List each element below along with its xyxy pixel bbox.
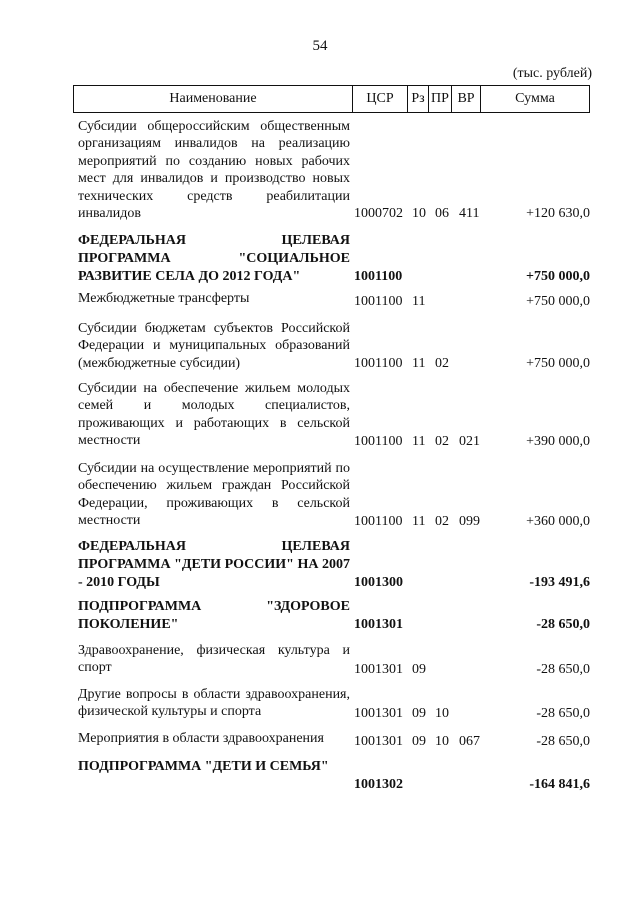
- row-vr: 067: [459, 733, 480, 749]
- row-codes: [354, 513, 489, 530]
- table-row: [0, 118, 640, 222]
- header-csr: ЦСР: [353, 86, 408, 112]
- row-vr: 099: [459, 513, 480, 529]
- row-sum: +750 000,0: [526, 355, 590, 371]
- row-rz: 09: [412, 705, 426, 721]
- table-row: [0, 380, 640, 450]
- row-pr: 02: [435, 355, 449, 371]
- row-name: Субсидии на осуществление мероприятий по обеспечению жильем граждан Российской Федерации, проживающих в сельской местности: [78, 461, 350, 529]
- row-csr: 1001100: [354, 355, 403, 371]
- header-rz: Рз: [408, 86, 429, 112]
- row-codes: [354, 661, 435, 678]
- row-vr: 021: [459, 433, 480, 449]
- row-sum: -28 650,0: [536, 705, 590, 721]
- header-name: Наименование: [74, 86, 353, 112]
- table-row: [0, 730, 640, 750]
- row-codes: [354, 205, 489, 222]
- row-name: Субсидии на обеспечение жильем молодых семей и молодых специалистов, проживающих и работающих в сельской местности: [78, 381, 350, 449]
- row-pr: 10: [435, 705, 449, 721]
- row-name: Здравоохранение, физическая культура и спорт: [78, 643, 350, 676]
- row-name: ПОДПРОГРАММА "ДЕТИ И СЕМЬЯ": [78, 759, 329, 774]
- row-csr: 1001301: [354, 661, 403, 677]
- row-csr: 1001302: [354, 777, 403, 792]
- row-rz: 09: [412, 733, 426, 749]
- row-sum: -28 650,0: [536, 661, 590, 677]
- units-label: (тыс. рублей): [512, 66, 592, 81]
- row-name: Другие вопросы в области здравоохранения, физической культуры и спорта: [78, 687, 350, 720]
- table-row: [0, 232, 640, 286]
- row-name: ПОДПРОГРАММА "ЗДОРОВОЕ ПОКОЛЕНИЕ": [78, 599, 350, 632]
- row-codes: [354, 355, 459, 372]
- row-sum: +390 000,0: [526, 433, 590, 449]
- row-rz: 11: [412, 433, 426, 449]
- row-rz: 11: [412, 355, 426, 371]
- table-row: [0, 538, 640, 592]
- row-sum: +120 630,0: [526, 205, 590, 221]
- row-codes: [354, 705, 459, 722]
- row-codes: [354, 268, 412, 286]
- row-codes: [354, 776, 412, 794]
- row-codes: [354, 616, 412, 634]
- row-pr: 02: [435, 433, 449, 449]
- header-vr: ВР: [452, 86, 481, 112]
- table-row: [0, 758, 640, 794]
- row-codes: [354, 433, 489, 450]
- header-sum: Сумма: [515, 91, 555, 106]
- row-csr: 1001301: [354, 733, 403, 749]
- row-codes: [354, 733, 489, 750]
- row-csr: 1001100: [354, 269, 403, 284]
- row-sum: -193 491,6: [529, 575, 590, 590]
- row-pr: 06: [435, 205, 449, 221]
- row-csr: 1001300: [354, 575, 403, 590]
- row-vr: 411: [459, 205, 480, 221]
- row-sum: -28 650,0: [536, 733, 590, 749]
- row-sum: +750 000,0: [526, 269, 590, 284]
- page-number: 54: [312, 38, 328, 54]
- table-row: [0, 642, 640, 678]
- row-rz: 11: [412, 513, 426, 529]
- row-pr: 02: [435, 513, 449, 529]
- header-pr: ПР: [429, 86, 452, 112]
- row-codes: [354, 574, 412, 592]
- row-rz: 09: [412, 661, 426, 677]
- table-row: [0, 460, 640, 530]
- row-name: Межбюджетные трансферты: [78, 291, 250, 306]
- row-rz: 10: [412, 205, 426, 221]
- table-row: [0, 290, 640, 310]
- row-csr: 1000702: [354, 205, 403, 221]
- row-sum: +360 000,0: [526, 513, 590, 529]
- table-row: [0, 320, 640, 372]
- row-sum: -164 841,6: [529, 777, 590, 792]
- row-pr: 10: [435, 733, 449, 749]
- row-codes: [354, 293, 435, 310]
- row-csr: 1001100: [354, 513, 403, 529]
- row-name: Субсидии общероссийским общественным организациям инвалидов на реализацию мероприятий по созданию новых рабочих мест для инвалидов и производство новых технических средств реабилитации инвалидов: [78, 119, 350, 222]
- row-csr: 1001100: [354, 293, 403, 309]
- table-header: [73, 85, 590, 113]
- row-csr: 1001301: [354, 617, 403, 632]
- row-name: ФЕДЕРАЛЬНАЯ ЦЕЛЕВАЯ ПРОГРАММА "СОЦИАЛЬНОЕ РАЗВИТИЕ СЕЛА ДО 2012 ГОДА": [78, 233, 350, 284]
- table-row: [0, 686, 640, 722]
- row-csr: 1001301: [354, 705, 403, 721]
- row-name: Субсидии бюджетам субъектов Российской Федерации и муниципальных образований (межбюджетные субсидии): [78, 321, 350, 371]
- row-csr: 1001100: [354, 433, 403, 449]
- row-name: ФЕДЕРАЛЬНАЯ ЦЕЛЕВАЯ ПРОГРАММА "ДЕТИ РОССИИ" НА 2007 - 2010 ГОДЫ: [78, 539, 350, 590]
- table-row: [0, 598, 640, 634]
- row-rz: 11: [412, 293, 426, 309]
- row-name: Мероприятия в области здравоохранения: [78, 731, 324, 746]
- row-sum: -28 650,0: [536, 617, 590, 632]
- row-sum: +750 000,0: [526, 293, 590, 309]
